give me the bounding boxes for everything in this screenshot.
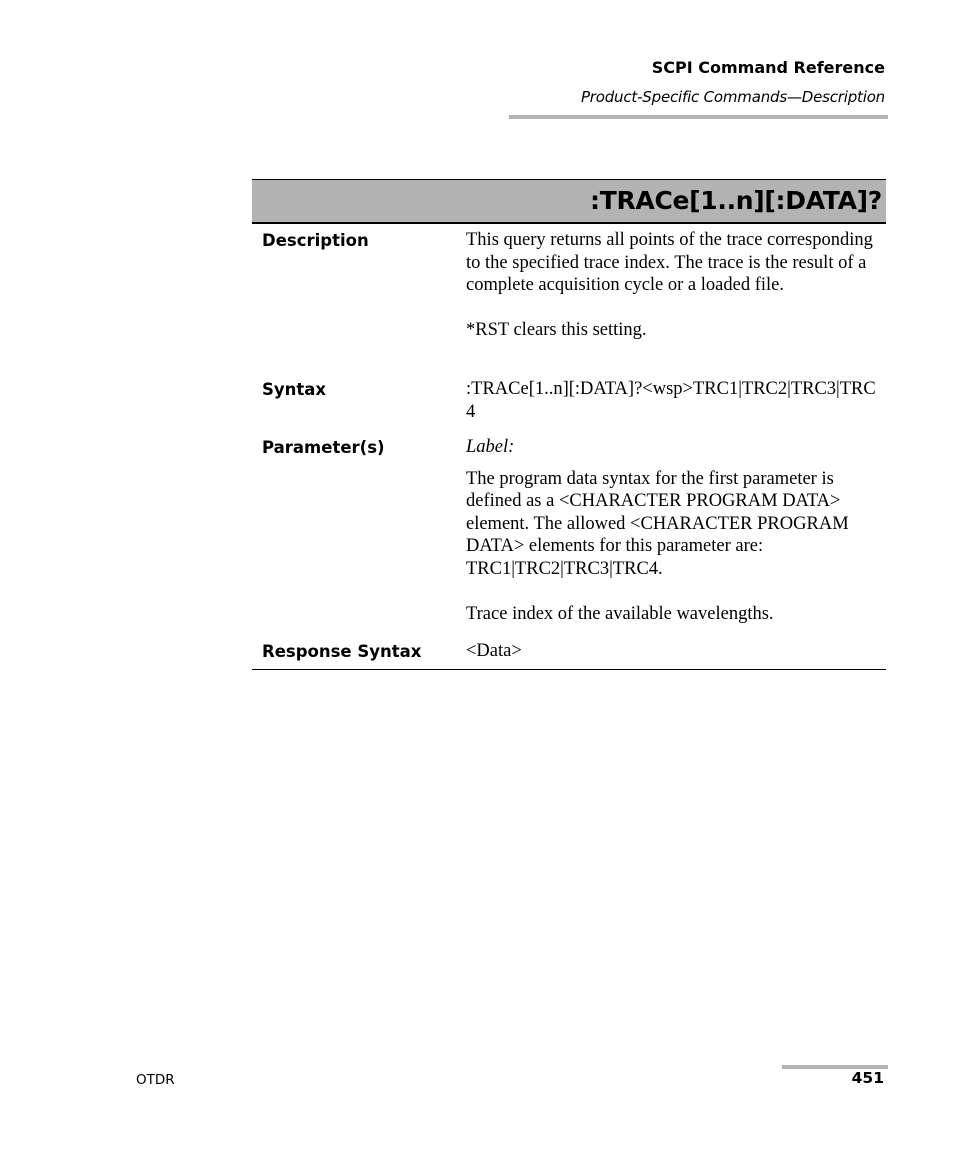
- header-divider: [509, 115, 888, 119]
- syntax-command: :TRACe[1..n][:DATA]?<wsp>TRC1|TRC2|TRC3|TRC4: [466, 379, 876, 422]
- parameters-text: [466, 436, 886, 626]
- footer-product-name: OTDR: [136, 1072, 175, 1088]
- parameter-definition: The program data syntax for the first parameter is defined as a <CHARACTER PROGRAM DATA> element. The allowed <CHARACTER PROGRAM DATA> elements for this parameter are: TRC1|TRC2|TRC3|TRC4.: [466, 468, 849, 579]
- parameter-name: Label:: [466, 437, 515, 457]
- description-paragraph: This query returns all points of the trace corresponding to the specified trace index. The trace is the result of a complete acquisition cycle or a loaded file.: [466, 230, 873, 296]
- command-title-bar: [252, 179, 886, 224]
- running-header-title: SCPI Command Reference: [651, 58, 885, 77]
- syntax-text: [466, 378, 882, 423]
- page-number: 451: [851, 1069, 884, 1087]
- syntax-label: Syntax: [262, 380, 327, 399]
- description-text: [466, 229, 886, 342]
- parameters-label: Parameter(s): [262, 438, 385, 457]
- description-label: Description: [262, 231, 369, 250]
- parameter-note: Trace index of the available wavelengths.: [466, 604, 774, 625]
- response-syntax-label: Response Syntax: [262, 642, 422, 661]
- running-header-subtitle: Product-Specific Commands—Description: [580, 88, 885, 106]
- table-bottom-rule: [252, 669, 886, 670]
- command-title: :TRACe[1..n][:DATA]?: [590, 186, 882, 215]
- response-syntax-text: [466, 640, 886, 663]
- response-value: <Data>: [466, 641, 522, 661]
- reset-note: *RST clears this setting.: [466, 320, 647, 341]
